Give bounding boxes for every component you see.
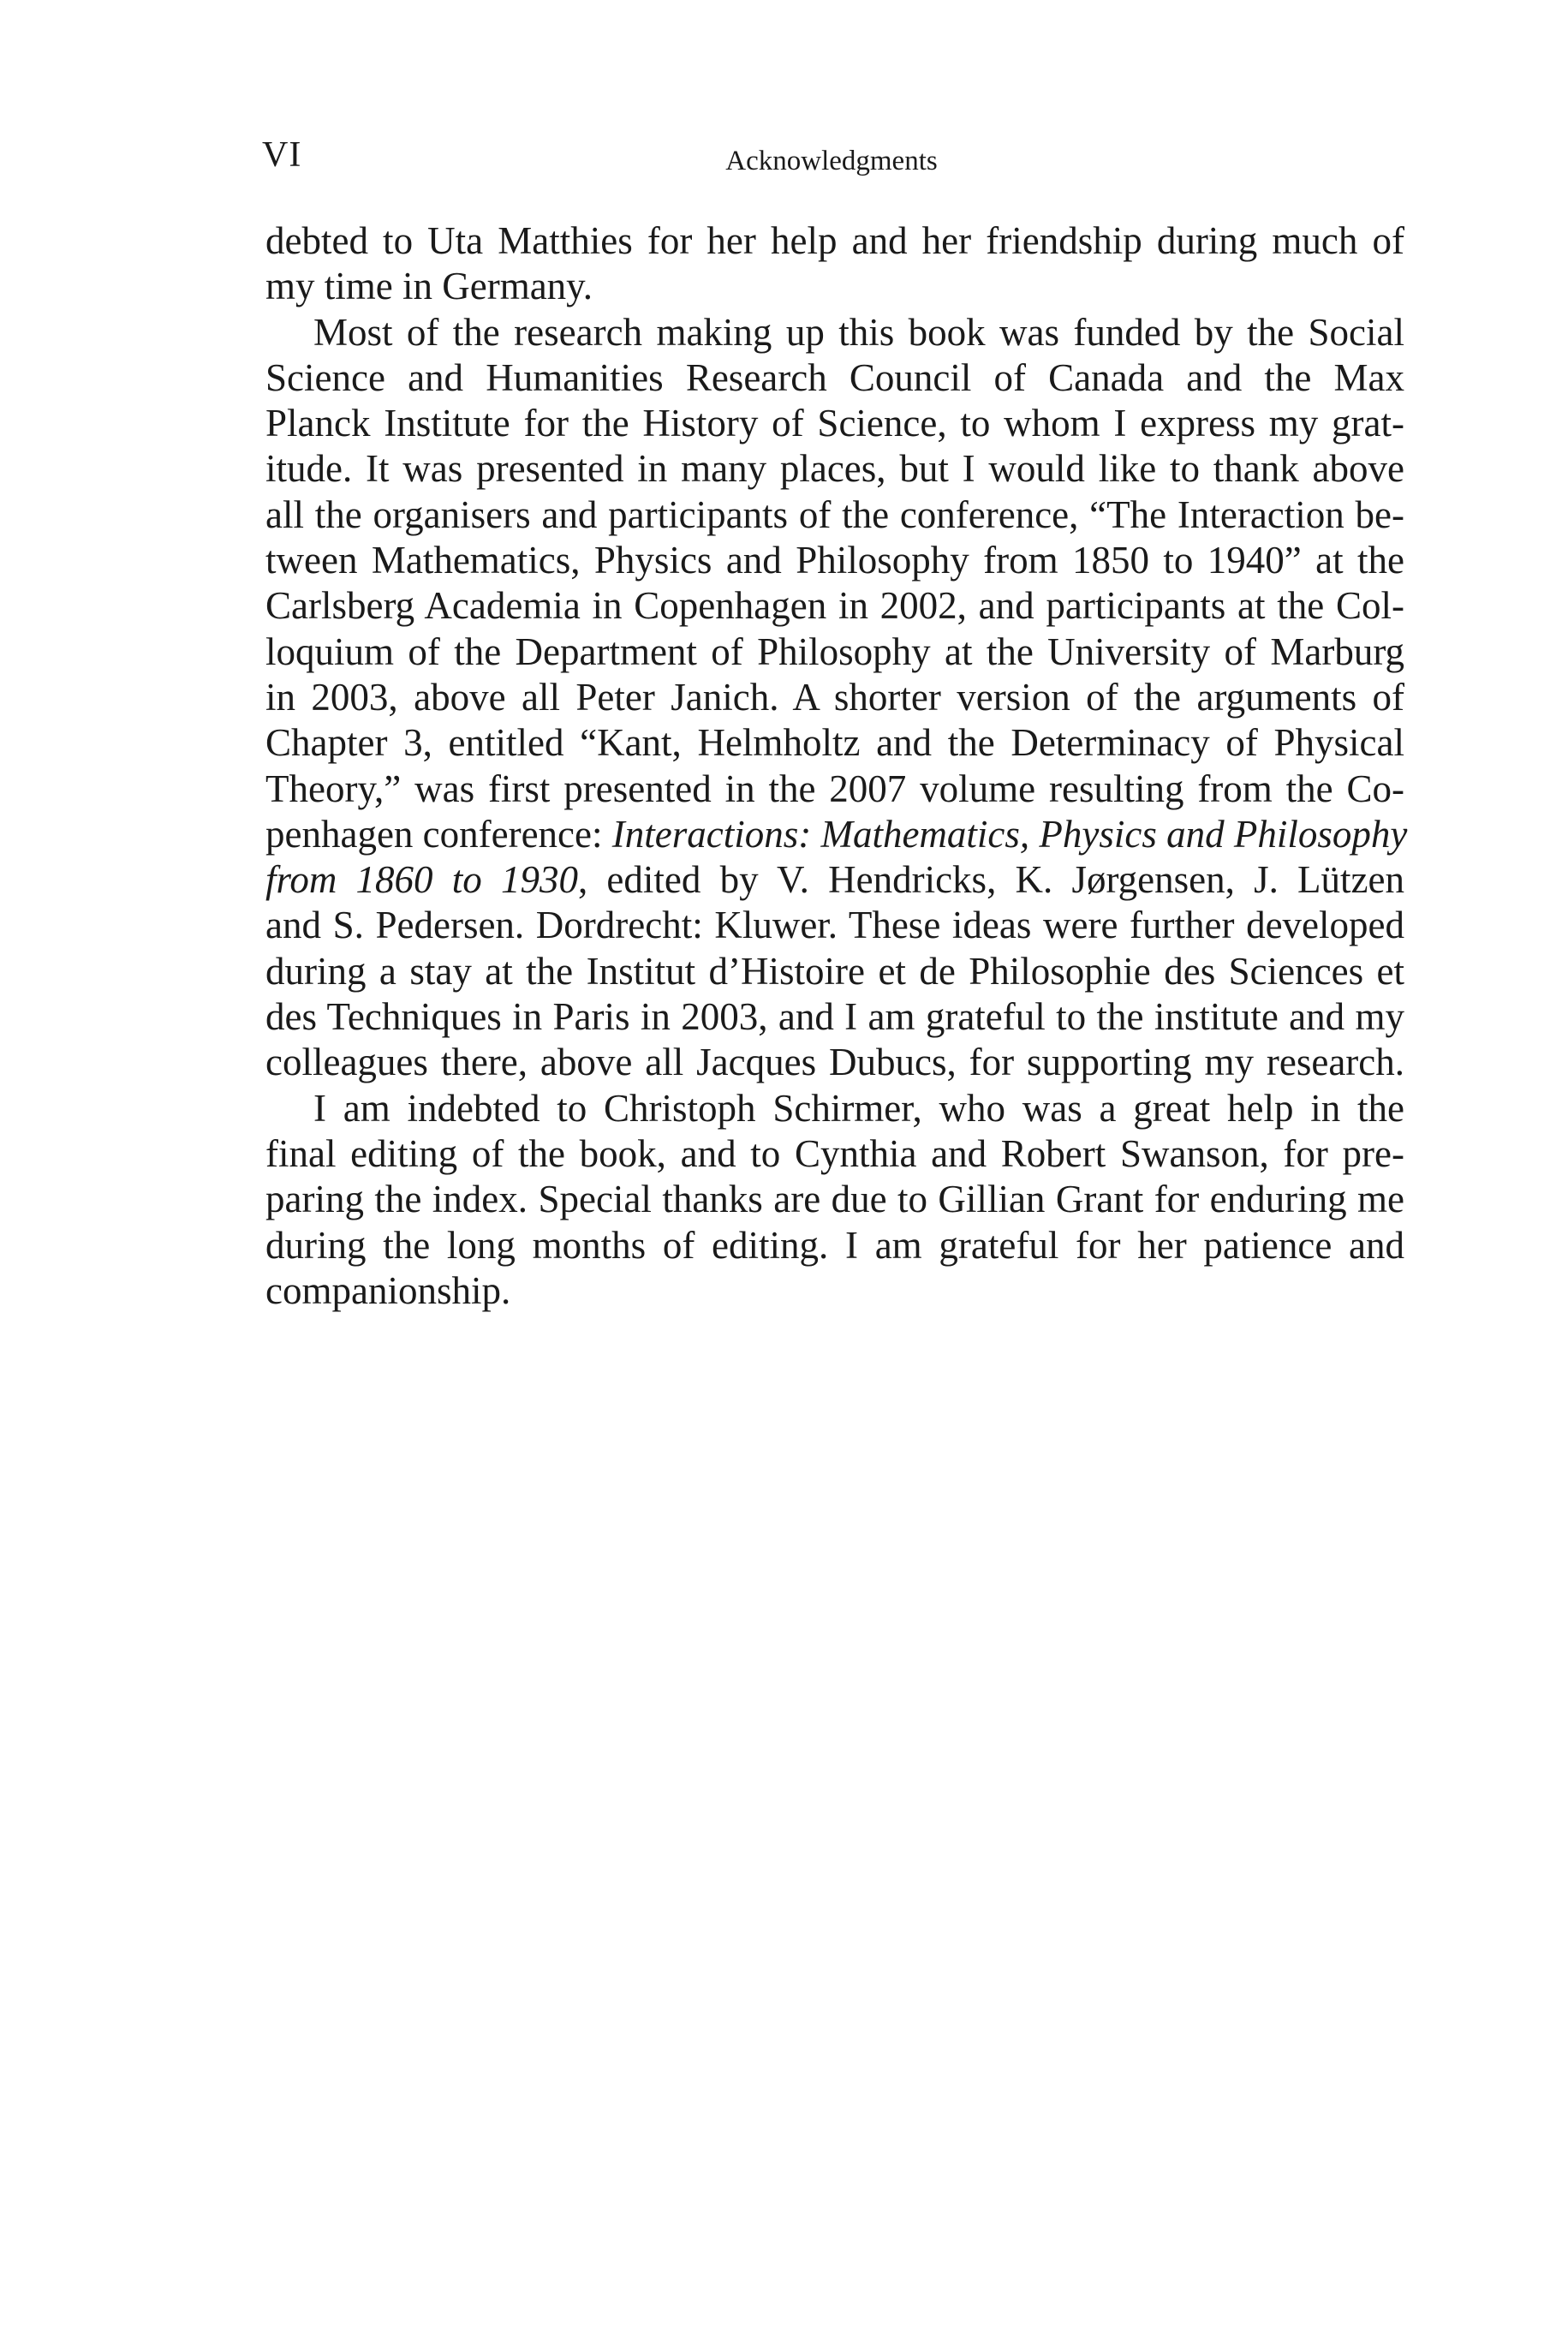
text-segment: companionship. — [265, 1268, 511, 1312]
body-text — [265, 218, 1408, 1314]
text-segment: penhagen conference: — [265, 812, 612, 856]
text-segment: itude. It was presented in many places, but I would like to thank above — [265, 447, 1404, 491]
text-segment: loquium of the Department of Philosophy at the University of Marburg — [265, 629, 1404, 673]
page-number: VI — [262, 135, 302, 175]
text-line — [265, 949, 1404, 994]
text-line — [265, 264, 1404, 309]
running-head: Acknowledgments — [725, 146, 938, 176]
text-segment: in 2003, above all Peter Janich. A shorter version of the arguments of — [265, 675, 1404, 719]
text-line — [265, 310, 1404, 355]
text-line — [265, 903, 1404, 948]
text-line — [265, 355, 1404, 401]
text-segment: during a stay at the Institut d’Histoire et de Philosophie des Sciences et — [265, 949, 1404, 993]
text-line — [265, 446, 1404, 492]
text-segment: , edited by V. Hendricks, K. Jørgensen, J. Lützen — [577, 858, 1404, 902]
text-segment: all the organisers and participants of the conference, “The Interaction be- — [265, 492, 1404, 536]
book-title-italic: from 1860 to 1930 — [265, 858, 578, 902]
text-segment: colleagues there, above all Jacques Dubucs, for supporting my research. — [265, 1041, 1404, 1084]
text-line — [265, 767, 1404, 812]
paragraph — [265, 310, 1408, 1086]
paragraph — [265, 218, 1404, 310]
text-line — [265, 1131, 1404, 1177]
text-line — [265, 218, 1404, 264]
text-line — [265, 629, 1404, 675]
text-line — [265, 538, 1404, 583]
text-segment: paring the index. Special thanks are due to Gillian Grant for enduring me — [265, 1178, 1404, 1221]
text-line — [265, 1177, 1404, 1222]
text-line — [265, 583, 1404, 629]
text-line — [265, 675, 1404, 720]
text-segment: and S. Pedersen. Dordrecht: Kluwer. These ideas were further developed — [265, 904, 1404, 947]
text-line — [265, 812, 1408, 857]
text-segment: my time in Germany. — [265, 265, 593, 308]
text-segment: Most of the research making up this book was funded by the Social — [313, 310, 1404, 354]
text-segment: des Techniques in Paris in 2003, and I am grateful to the institute and my — [265, 995, 1404, 1039]
text-line — [265, 1223, 1404, 1268]
text-line — [265, 1268, 1404, 1314]
text-segment: Chapter 3, entitled “Kant, Helmholtz and the Determinacy of Physical — [265, 721, 1404, 765]
book-title-italic: Interactions: Mathematics, Physics and Philosophy — [611, 812, 1408, 856]
text-line — [265, 720, 1404, 766]
text-line — [265, 1086, 1404, 1131]
text-segment: Theory,” was first presented in the 2007 volume resulting from the Co- — [265, 767, 1404, 810]
text-line — [265, 994, 1404, 1040]
text-segment: tween Mathematics, Physics and Philosophy from 1850 to 1940” at the — [265, 539, 1404, 582]
text-line — [265, 857, 1404, 903]
text-line — [265, 401, 1404, 446]
paragraph — [265, 1086, 1404, 1314]
text-segment: during the long months of editing. I am grateful for her patience and — [265, 1223, 1404, 1267]
text-line — [265, 1040, 1404, 1085]
text-segment: final editing of the book, and to Cynthia and Robert Swanson, for pre- — [265, 1131, 1404, 1175]
text-segment: Science and Humanities Research Council of Canada and the Max — [265, 355, 1404, 399]
text-segment: Planck Institute for the History of Science, to whom I express my grat- — [265, 402, 1404, 445]
text-segment: I am indebted to Christoph Schirmer, who was a great help in the — [313, 1086, 1404, 1130]
text-line — [265, 492, 1404, 538]
text-segment: debted to Uta Matthies for her help and her friendship during much of — [265, 219, 1404, 262]
text-segment: Carlsberg Academia in Copenhagen in 2002, and participants at the Col- — [265, 584, 1404, 628]
